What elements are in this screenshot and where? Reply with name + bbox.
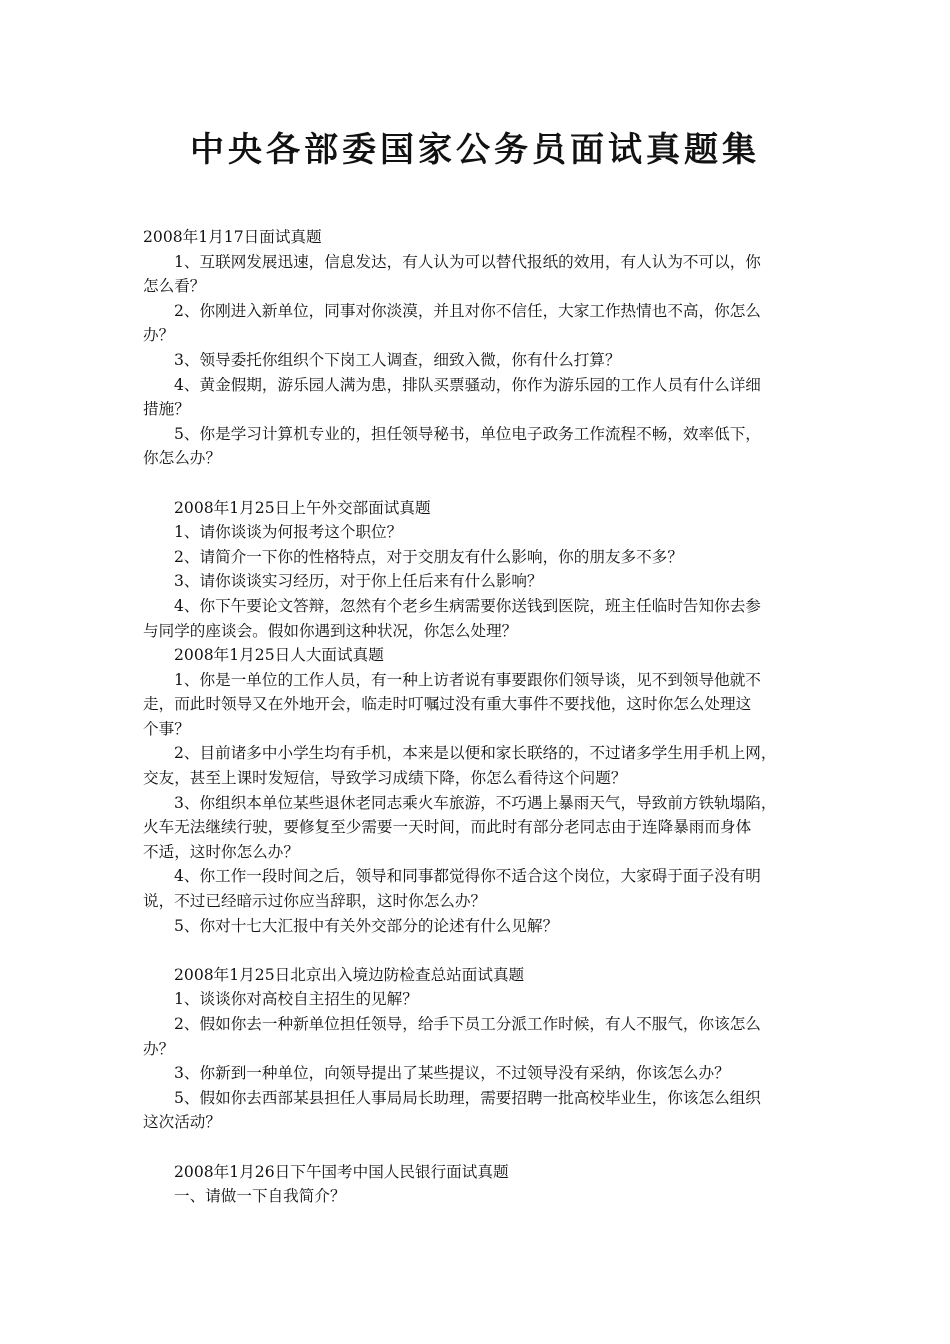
question-line: 4、你工作一段时间之后，领导和同事都觉得你不适合这个岗位，大家碍于面子没有明: [174, 867, 761, 886]
question-line: 1、请你谈谈为何报考这个职位？: [174, 523, 403, 542]
question-line: 2、假如你去一种新单位担任领导，给手下员工分派工作时候，有人不服气，你该怎么: [174, 1015, 761, 1033]
question-line: 1、谈谈你对高校自主招生的见解？: [174, 990, 418, 1009]
section-heading-0117: 2008年1月17日面试真题: [143, 228, 322, 246]
question-line: 个事？: [143, 719, 190, 738]
section-heading-0126-pboc: 2008年1月26日下午国考中国人民银行面试真题: [174, 1162, 509, 1181]
question-line: 5、你是学习计算机专业的，担任领导秘书，单位电子政务工作流程不畅，效率低下，: [174, 424, 761, 443]
question-line: 1、互联网发展迅速，信息发达，有人认为可以替代报纸的效用，有人认为不可以，你: [174, 252, 761, 271]
question-line: 办？: [143, 1039, 175, 1058]
blank-line: [143, 938, 811, 963]
section-heading-0125-mfa: 2008年1月25日上午外交部面试真题: [174, 498, 431, 517]
question-line: 说，不过已经暗示过你应当辞职，这时你怎么办？: [143, 892, 487, 911]
question-line: 2、目前诸多中小学生均有手机，本来是以便和家长联络的，不过诸多学生用手机上网，: [174, 744, 777, 763]
question-line: 4、你下午要论文答辩，忽然有个老乡生病需要你送钱到医院，班主任临时告知你去参: [174, 596, 761, 615]
question-line: 这次活动？: [143, 1113, 221, 1132]
question-line: 5、你对十七大汇报中有关外交部分的论述有什么见解？: [174, 916, 559, 935]
question-line: 2、你刚进入新单位，同事对你淡漠，并且对你不信任，大家工作热情也不高，你怎么: [174, 301, 761, 320]
question-line: 办？: [143, 326, 175, 345]
question-line: 措施？: [143, 400, 190, 419]
question-line: 你怎么办？: [143, 449, 221, 468]
question-line: 与同学的座谈会。假如你遇到这种状况，你怎么处理？: [143, 621, 518, 640]
section-heading-0125-border: 2008年1月25日北京出入境边防检查总站面试真题: [174, 965, 525, 984]
question-line: 不适，这时你怎么办？: [143, 842, 299, 861]
blank-line: [143, 1135, 811, 1160]
question-line: 2、请简介一下你的性格特点，对于交朋友有什么影响，你的朋友多不多？: [174, 547, 683, 566]
question-line: 3、你组织本单位某些退休老同志乘火车旅游，不巧遇上暴雨天气，导致前方铁轨塌陷，: [174, 793, 777, 812]
question-line: 3、请你谈谈实习经历，对于你上任后来有什么影响？: [174, 572, 543, 591]
question-line: 火车无法继续行驶，要修复至少需要一天时间，而此时有部分老同志由于连降暴雨而身体: [143, 818, 752, 837]
blank-line: [143, 471, 811, 496]
question-line: 交友，甚至上课时发短信，导致学习成绩下降，你怎么看待这个问题？: [143, 769, 627, 788]
document-title: 中央各部委国家公务员面试真题集: [190, 130, 760, 170]
section-heading-0125-npc: 2008年1月25日人大面试真题: [174, 646, 384, 665]
question-line: 怎么看？: [143, 277, 206, 296]
question-line: 4、黄金假期，游乐园人满为患，排队买票骚动，你作为游乐园的工作人员有什么详细: [174, 375, 761, 394]
question-line: 一、请做一下自我简介？: [174, 1187, 346, 1206]
question-line: 3、领导委托你组织个下岗工人调查，细致入微，你有什么打算？: [174, 350, 621, 369]
question-line: 走，而此时领导又在外地开会，临走时叮嘱过没有重大事件不要找他，这时你怎么处理这: [143, 695, 752, 714]
question-line: 1、你是一单位的工作人员，有一种上访者说有事要跟你们领导谈，见不到领导他就不: [174, 670, 761, 689]
document-body: [143, 225, 811, 1209]
question-line: 3、你新到一种单位，向领导提出了某些提议，不过领导没有采纳，你该怎么办？: [174, 1064, 730, 1083]
question-line: 5、假如你去西部某县担任人事局局长助理，需要招聘一批高校毕业生，你该怎么组织: [174, 1088, 761, 1107]
